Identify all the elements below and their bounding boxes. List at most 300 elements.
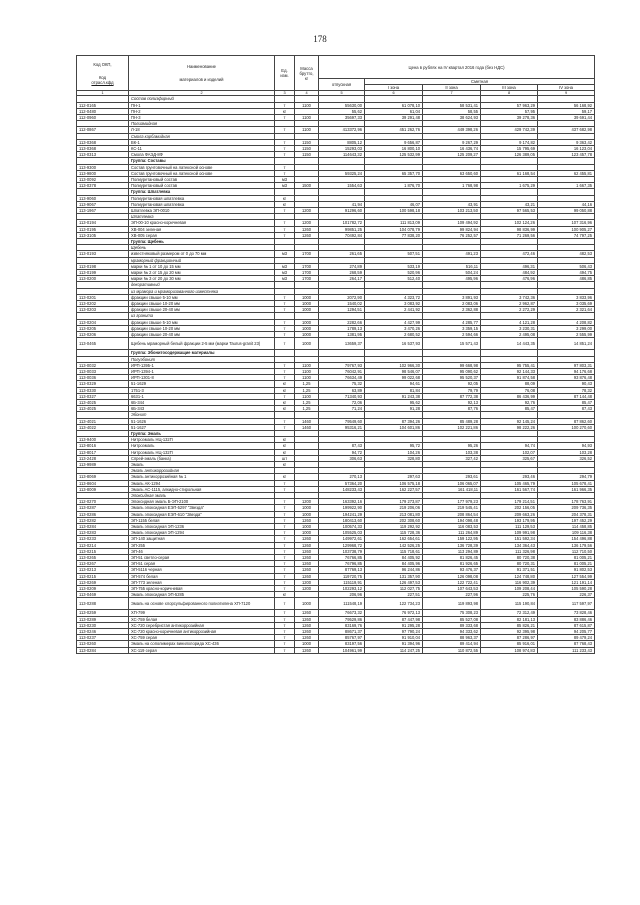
zone-3-price-cell: 39 278,36 <box>481 114 538 120</box>
zone-1-price-cell: 115 718,61 <box>365 548 423 554</box>
code-cell: 113-0368 <box>77 139 129 145</box>
zone-3-price-cell: 43,21 <box>481 201 538 207</box>
unit-cell: т <box>275 208 295 214</box>
zone-1-price-cell: 219 206,06 <box>365 505 423 511</box>
name-cell: 51-1626 <box>129 418 275 424</box>
name-cell: Эмаль эпоксидная ЕЭП-5297 "Звезда" <box>129 505 275 511</box>
unit-cell: м3 <box>275 251 295 257</box>
release-price-cell: 91296,60 <box>319 208 365 214</box>
zone-4-price-cell: 90,43 <box>538 381 595 387</box>
code-cell: 113-0214 <box>77 542 129 548</box>
zone-4-price-cell: 482,53 <box>538 251 595 257</box>
zone-4-price-cell: 91 802,53 <box>538 567 595 573</box>
unit-cell: т <box>275 139 295 145</box>
zone-3-price-cell: 496,31 <box>481 263 538 269</box>
zone-4-price-cell: 59,17 <box>538 108 595 114</box>
code-cell: 113-8604 <box>77 480 129 486</box>
release-price-cell: 87769,13 <box>319 567 365 573</box>
zone-2-price-cell: 76 252,57 <box>423 232 481 238</box>
zone-3-price-cell: 92 144,33 <box>481 368 538 374</box>
header-name: Наименование материалов и изделий <box>129 56 275 91</box>
zone-1-price-cell: 119 292,92 <box>365 523 423 529</box>
zone-3-price-cell: 87 286,97 <box>481 635 538 641</box>
unit-cell: т <box>275 301 295 307</box>
zone-1-price-cell: 95,62 <box>365 399 423 405</box>
zone-3-price-cell: 111 326,98 <box>481 548 538 554</box>
unit-cell: т <box>275 523 295 529</box>
zone-3-price-cell: 80 720,31 <box>481 561 538 567</box>
unit-cell: т <box>275 152 295 158</box>
code-cell: 113-0237 <box>77 635 129 641</box>
mass-cell: 1460 <box>295 418 319 424</box>
unit-cell: т <box>275 362 295 368</box>
table-header <box>77 56 595 96</box>
release-price-cell: 13659,37 <box>319 338 365 350</box>
zone-1-price-cell: 84 405,92 <box>365 555 423 561</box>
zone-4-price-cell: 494,75 <box>538 270 595 276</box>
mass-cell: 1100 <box>295 114 319 120</box>
mass-cell: 1150 <box>295 152 319 158</box>
release-price-cell: 306,63 <box>319 455 365 461</box>
code-cell: 113-8009 <box>77 486 129 492</box>
unit-cell: кг <box>275 108 295 114</box>
mass-cell: 1,25 <box>295 381 319 387</box>
release-price-cell: 102293,12 <box>319 586 365 592</box>
zone-2-price-cell: 95 520,37 <box>423 375 481 381</box>
mass-cell: 1700 <box>295 251 319 257</box>
mass-cell: 1000 <box>295 319 319 325</box>
mass-cell: 1260 <box>295 567 319 573</box>
zone-1-price-cell: 95,72 <box>365 443 423 449</box>
zone-4-price-cell: 109 116,38 <box>538 530 595 536</box>
name-cell: ЭП-1155 белая <box>129 517 275 523</box>
zone-1-price-cell: 91 910,04 <box>365 635 423 641</box>
zone-3-price-cell: 71 269,56 <box>481 232 538 238</box>
mass-cell: 1100 <box>295 375 319 381</box>
code-cell: 112-0867 <box>77 127 129 133</box>
release-price-cell: 63,89 <box>319 387 365 393</box>
unit-cell: кг <box>275 201 295 207</box>
release-price-cell: 101782,72 <box>319 220 365 226</box>
release-price-cell: 94,72 <box>319 449 365 455</box>
name-cell: Шпатлевка <box>129 214 275 220</box>
header-estimate-price: Сметная <box>365 79 595 85</box>
zone-2-price-cell: 107 643,53 <box>423 586 481 592</box>
zone-2-price-cell: 75 308,23 <box>423 610 481 616</box>
unit-cell: т <box>275 486 295 492</box>
release-price-cell: 76042,91 <box>319 368 365 374</box>
zone-4-price-cell: 87 862,60 <box>538 418 595 424</box>
name-cell: фракции свыше 20-40 мм <box>129 332 275 338</box>
zone-3-price-cell: 134 364,43 <box>481 542 538 548</box>
code-cell: 113-0032 <box>77 362 129 368</box>
code-cell: 113-0205 <box>77 325 129 331</box>
code-cell: 113-0246 <box>77 629 129 635</box>
name-cell: фракции свыше 5-10 мм <box>129 294 275 300</box>
release-price-cell: 206,96 <box>319 592 365 598</box>
name-cell: Полиуретановая шпатлевка <box>129 195 275 201</box>
name-cell: из мрамора и мраморизованного известняка <box>129 288 275 294</box>
zone-4-price-cell: 161 966,35 <box>538 486 595 492</box>
unit-cell: т <box>275 307 295 313</box>
zone-1-price-cell: 84 405,96 <box>365 561 423 567</box>
zone-3-price-cell: 325,67 <box>481 455 538 461</box>
name-cell: фракции свыше 20-40 мм <box>129 307 275 313</box>
zone-1-price-cell: 16 537,93 <box>365 338 423 350</box>
zone-2-price-cell: 1 768,98 <box>423 183 481 189</box>
unit-cell: кг <box>275 437 295 443</box>
zone-3-price-cell: 2 495,08 <box>481 332 538 338</box>
code-cell: 113-0283 <box>77 530 129 536</box>
unit-cell: т <box>275 114 295 120</box>
zone-4-price-cell: 114 458,85 <box>538 523 595 529</box>
zone-2-price-cell: 2 594,66 <box>423 332 481 338</box>
zone-2-price-cell: 87,76 <box>423 406 481 412</box>
zone-2-price-cell: 79,79 <box>423 387 481 393</box>
zone-2-price-cell: 43,91 <box>423 201 481 207</box>
release-price-cell: 55630,00 <box>319 102 365 108</box>
release-price-cell: 104961,99 <box>319 647 365 653</box>
release-price-cell: 15293,03 <box>319 146 365 152</box>
mass-cell: 1000 <box>295 338 319 350</box>
code-cell: 113-0378 <box>77 183 129 189</box>
name-cell: Нитроэмаль НЦ-132П <box>129 449 275 455</box>
column-index: 9 <box>538 91 595 96</box>
zone-1-price-cell: 328,80 <box>365 455 423 461</box>
name-cell: Эбонит <box>129 412 275 418</box>
unit-cell: кг <box>275 443 295 449</box>
name-cell: ХС-759 серая <box>129 635 275 641</box>
unit-cell: кг <box>275 474 295 480</box>
release-price-cell: 72,06 <box>319 399 365 405</box>
zone-1-price-cell: 61 078,10 <box>365 102 423 108</box>
zone-1-price-cell: 162 654,61 <box>365 536 423 542</box>
column-index: 4 <box>295 91 319 96</box>
zone-3-price-cell: 109 208,44 <box>481 586 538 592</box>
mass-cell: 1260 <box>295 573 319 579</box>
release-price-cell: 71,24 <box>319 406 365 412</box>
name-cell: Нитроэмаль НЦ-132П <box>129 437 275 443</box>
zone-4-price-cell: 127 554,99 <box>538 573 595 579</box>
zone-1-price-cell: 97 790,24 <box>365 629 423 635</box>
name-cell: Эпоксидная эмаль Б-ЭП-2100 <box>129 499 275 505</box>
release-price-cell: 76796,85 <box>319 561 365 567</box>
zone-2-price-cell: 491,23 <box>423 251 481 257</box>
zone-2-price-cell: 103,38 <box>423 449 481 455</box>
zone-1-price-cell: 94,61 <box>365 381 423 387</box>
zone-1-price-cell: 87 447,98 <box>365 616 423 622</box>
release-price-cell: 79529,86 <box>319 616 365 622</box>
mass-cell: 1460 <box>295 424 319 430</box>
name-cell: ХС-720 серебристая антикоррозийная <box>129 622 275 628</box>
name-cell: ЭП-51 серая <box>129 561 275 567</box>
zone-4-price-cell: 2 555,99 <box>538 332 595 338</box>
name-cell: Эмаль АС-1115, алкидно-стирольная <box>129 486 275 492</box>
zone-4-price-cell: 87 144,48 <box>538 393 595 399</box>
name-cell: 6Б-343 <box>129 406 275 412</box>
name-cell: Состав грунтовочный на латексной основе <box>129 170 275 176</box>
unit-cell: т <box>275 629 295 635</box>
zone-3-price-cell: 3 742,36 <box>481 294 538 300</box>
mass-cell: 1150 <box>295 139 319 145</box>
zone-4-price-cell: 486,85 <box>538 276 595 282</box>
name-cell: ИРП-1395-1 <box>129 362 275 368</box>
code-cell: 113-2428 <box>77 455 129 461</box>
zone-4-price-cell: 4 208,82 <box>538 319 595 325</box>
name-cell: марки № 1 от 10 до 15 мм <box>129 263 275 269</box>
zone-4-price-cell: 112 710,50 <box>538 548 595 554</box>
unit-cell: т <box>275 294 295 300</box>
release-price-cell: 76673,32 <box>319 610 365 616</box>
zone-4-price-cell: 89 479,24 <box>538 635 595 641</box>
zone-3-price-cell: 105 465,79 <box>481 480 538 486</box>
zone-1-price-cell: 131 357,90 <box>365 573 423 579</box>
zone-1-price-cell: 91 394,96 <box>365 641 423 647</box>
zone-2-price-cell: 63 650,60 <box>423 170 481 176</box>
zone-3-price-cell: 151 592,34 <box>481 536 538 542</box>
zone-3-price-cell: 95 755,41 <box>481 362 538 368</box>
code-cell: 113-4022 <box>77 424 129 430</box>
zone-2-price-cell: 58 531,41 <box>423 102 481 108</box>
zone-3-price-cell: 108 974,83 <box>481 647 538 653</box>
mass-cell: 1700 <box>295 276 319 282</box>
code-cell: 112-0480 <box>77 108 129 114</box>
name-cell: ИРП-1394-1 <box>129 368 275 374</box>
name-cell: Группа: Эмаль <box>129 430 275 436</box>
zone-3-price-cell: 161 567,74 <box>481 486 538 492</box>
zone-1-price-cell: 533,19 <box>365 263 423 269</box>
unit-cell: т <box>275 220 295 226</box>
code-cell: 113-0204 <box>77 319 129 325</box>
zone-1-price-cell: 91 295,28 <box>365 622 423 628</box>
zone-4-price-cell: 103,28 <box>538 449 595 455</box>
name-cell: декоративный <box>129 282 275 288</box>
zone-3-price-cell: 76,08 <box>481 387 538 393</box>
zone-2-price-cell: 4 285,77 <box>423 319 481 325</box>
release-price-cell: 264,17 <box>319 276 365 282</box>
release-price-cell: 274,89 <box>319 263 365 269</box>
release-price-cell: 79549,60 <box>319 418 365 424</box>
zone-4-price-cell: 437 682,98 <box>538 127 595 133</box>
zone-1-price-cell: 142 526,25 <box>365 542 423 548</box>
unit-cell: т <box>275 332 295 338</box>
header-zone-1: I зона <box>365 85 423 91</box>
zone-1-price-cell: 297,63 <box>365 474 423 480</box>
zone-1-price-cell: 96 244,86 <box>365 567 423 573</box>
code-cell: 113-0265 <box>77 555 129 561</box>
zone-4-price-cell: 100 905,27 <box>538 226 595 232</box>
zone-4-price-cell: 81 005,21 <box>538 555 595 561</box>
code-cell: 113-0194 <box>77 220 129 226</box>
code-cell: 113-0259 <box>77 610 129 616</box>
unit-cell: т <box>275 170 295 176</box>
release-price-cell: 1540,02 <box>319 301 365 307</box>
name-cell: Эпоксидная эмаль <box>129 492 275 498</box>
name-cell: мраморный фракционный <box>129 257 275 263</box>
table-body <box>77 96 595 653</box>
zone-2-price-cell: 99 824,94 <box>423 226 481 232</box>
zone-4-price-cell: 39 691,44 <box>538 114 595 120</box>
release-price-cell: 55,62 <box>319 108 365 114</box>
zone-1-price-cell: 9 656,87 <box>365 139 423 145</box>
unit-cell: м3 <box>275 263 295 269</box>
zone-3-price-cell: 111 129,53 <box>481 523 538 529</box>
zone-1-price-cell: 2 441,92 <box>365 307 423 313</box>
zone-2-price-cell: 15 571,43 <box>423 338 481 350</box>
zone-2-price-cell: 85 489,28 <box>423 418 481 424</box>
name-cell: Полиуретановый состав <box>129 177 275 183</box>
zone-2-price-cell: 85 527,08 <box>423 616 481 622</box>
zone-4-price-cell: 78,32 <box>538 387 595 393</box>
zone-3-price-cell: 86 436,99 <box>481 393 538 399</box>
name-cell: фракции свыше 5-10 мм <box>129 319 275 325</box>
zone-3-price-cell: 85,47 <box>481 406 538 412</box>
name-cell: ЭП-51 светло-серая <box>129 555 275 561</box>
code-cell: 113-0287 <box>77 505 129 511</box>
zone-3-price-cell: 85 826,21 <box>481 622 538 628</box>
zone-1-price-cell: 179 273,87 <box>365 499 423 505</box>
zone-1-price-cell: 520,96 <box>365 270 423 276</box>
mass-cell: 1500 <box>295 183 319 189</box>
code-cell: 113-4025 <box>77 406 129 412</box>
zone-4-price-cell: 94 176,68 <box>538 368 595 374</box>
zone-1-price-cell: 102 966,30 <box>365 362 423 368</box>
release-price-cell: 148233,43 <box>319 486 365 492</box>
zone-3-price-cell: 14 443,35 <box>481 338 538 350</box>
release-price-cell: 8805,12 <box>319 139 365 145</box>
zone-1-price-cell: 104,26 <box>365 449 423 455</box>
name-cell: ЭП-574 белая <box>129 573 275 579</box>
name-cell: Эмаль на сополимерах винилхлорида ХС-436 <box>129 641 275 647</box>
unit-cell: кг <box>275 449 295 455</box>
zone-1-price-cell: 112 027,75 <box>365 586 423 592</box>
code-cell: 113-0267 <box>77 561 129 567</box>
code-cell: 113-9989 <box>77 461 129 467</box>
zone-2-price-cell: 95,26 <box>423 443 481 449</box>
mass-cell: 1,25 <box>295 399 319 405</box>
zone-4-price-cell: 87 768,43 <box>538 641 595 647</box>
column-index: 1 <box>77 91 129 96</box>
zone-2-price-cell: 99 668,98 <box>423 362 481 368</box>
mass-cell: 1200 <box>295 586 319 592</box>
zone-4-price-cell: 105 678,41 <box>538 480 595 486</box>
column-index: 5 <box>319 91 365 96</box>
header-zone-2: II зона <box>423 85 481 91</box>
zone-2-price-cell: 92,13 <box>423 399 481 405</box>
zone-1-price-cell: 3 470,26 <box>365 325 423 331</box>
zone-2-price-cell: 126 098,08 <box>423 573 481 579</box>
code-cell: 113-0215 <box>77 548 129 554</box>
release-price-cell: 83197,56 <box>319 641 365 647</box>
zone-3-price-cell: 57,95 <box>481 108 538 114</box>
zone-2-price-cell: 94 333,62 <box>423 629 481 635</box>
release-price-cell: 1381,95 <box>319 332 365 338</box>
name-cell: Состав грунтовочный на латексной основе <box>129 164 275 170</box>
release-price-cell: 105525,03 <box>319 530 365 536</box>
zone-3-price-cell: 91 874,58 <box>481 375 538 381</box>
zone-2-price-cell: 95 090,62 <box>423 368 481 374</box>
code-cell: 112-0270 <box>77 499 129 505</box>
zone-1-price-cell: 507,51 <box>365 251 423 257</box>
code-cell: 113-0284 <box>77 523 129 529</box>
unit-cell: м3 <box>275 177 295 183</box>
zone-4-price-cell: 14 851,24 <box>538 338 595 350</box>
name-cell: фракции свыше 10-20 мм <box>129 301 275 307</box>
column-index: 6 <box>365 91 423 96</box>
mass-cell: 1260 <box>295 629 319 635</box>
release-price-cell: 87,43 <box>319 443 365 449</box>
release-price-cell: 76634,49 <box>319 375 365 381</box>
code-cell: 113-9800 <box>77 170 129 176</box>
zone-1-price-cell: 16 800,10 <box>365 146 423 152</box>
code-cell: 113-4021 <box>77 418 129 424</box>
name-cell: известняковый размером от 0 до 70 мм <box>129 251 275 257</box>
column-index: 8 <box>481 91 538 96</box>
release-price-cell: 1554,63 <box>319 183 365 189</box>
name-cell: Спрей-эмаль (банка) <box>129 455 275 461</box>
zone-4-price-cell: 99 050,88 <box>538 208 595 214</box>
zone-2-price-cell: 2 083,06 <box>423 301 481 307</box>
name-cell: ХС-759 белая <box>129 616 275 622</box>
zone-1-price-cell: 4 427,99 <box>365 319 423 325</box>
zone-3-price-cell: 2 962,87 <box>481 301 538 307</box>
zone-4-price-cell: 3 299,00 <box>538 325 595 331</box>
unit-cell: т <box>275 548 295 554</box>
name-cell: Шпатлевка ЭП-0010 <box>129 208 275 214</box>
code-cell: 113-8069 <box>77 474 129 480</box>
mass-cell: 1150 <box>295 146 319 152</box>
zone-4-price-cell: 105 590,28 <box>538 586 595 592</box>
zone-3-price-cell: 116 902,39 <box>481 579 538 585</box>
mass-cell: 1200 <box>295 499 319 505</box>
unit-cell: т <box>275 517 295 523</box>
column-index: 2 <box>129 91 275 96</box>
name-cell: Эмаль эпоксидная ЭП-1236 <box>129 523 275 529</box>
unit-cell: т <box>275 226 295 232</box>
zone-4-price-cell: 226,37 <box>538 592 595 598</box>
name-cell: Эмаль АК-1294 <box>129 480 275 486</box>
zone-2-price-cell: 103 213,50 <box>423 208 481 214</box>
code-cell: 113-0193 <box>77 251 129 257</box>
zone-4-price-cell: 56 168,92 <box>538 102 595 108</box>
price-table-sheet <box>76 55 594 654</box>
zone-3-price-cell: 293,46 <box>481 474 538 480</box>
zone-4-price-cell: 100 270,60 <box>538 424 595 430</box>
code-cell: 113-0195 <box>77 226 129 232</box>
name-cell: Эмаль <box>129 461 275 467</box>
zone-1-price-cell: 202 308,60 <box>365 517 423 523</box>
name-cell: ПН-1 <box>129 102 275 108</box>
code-cell: 113-0202 <box>77 301 129 307</box>
zone-3-price-cell: 2 272,29 <box>481 307 538 313</box>
name-cell: 51-1627 <box>129 424 275 430</box>
table-row <box>77 647 595 653</box>
zone-4-price-cell: 111 233,43 <box>538 647 595 653</box>
zone-3-price-cell: 179 214,51 <box>481 499 538 505</box>
mass-cell: 1260 <box>295 536 319 542</box>
name-cell: ИРП-1301-8 <box>129 375 275 381</box>
zone-4-price-cell: 136 179,56 <box>538 542 595 548</box>
header-mass: Масса брутто, кг <box>295 56 319 91</box>
mass-cell: 1000 <box>295 505 319 511</box>
unit-cell: кг <box>275 592 295 598</box>
release-price-cell: 115119,91 <box>319 579 365 585</box>
zone-2-price-cell: 219 545,41 <box>423 505 481 511</box>
code-cell: 113-0201 <box>77 294 129 300</box>
code-cell: 113-0329 <box>77 381 129 387</box>
zone-2-price-cell: 81 826,45 <box>423 555 481 561</box>
zone-2-price-cell: 110 872,55 <box>423 647 481 653</box>
